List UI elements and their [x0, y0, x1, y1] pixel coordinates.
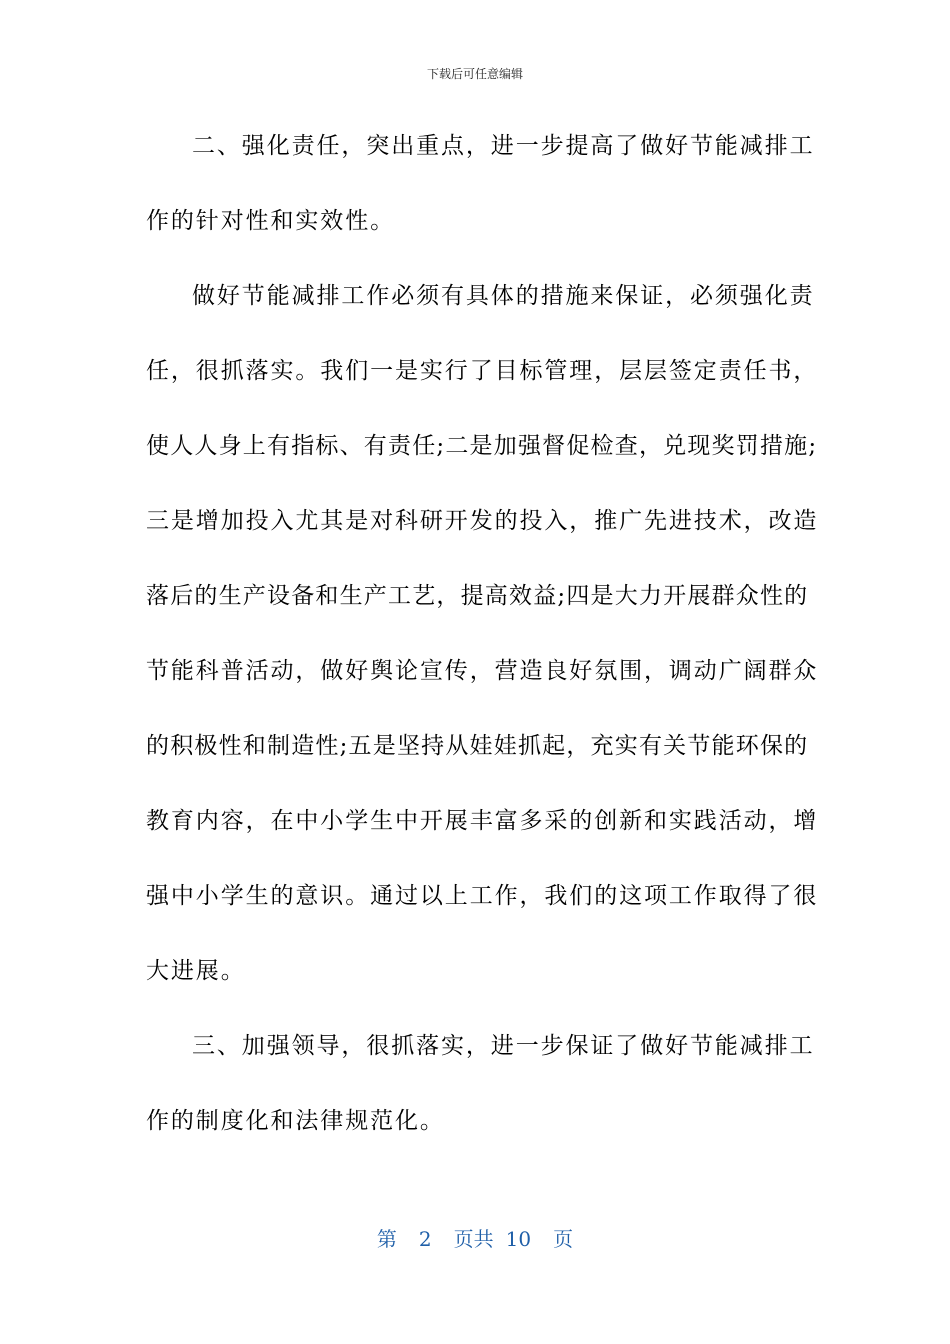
paragraph-line: 任，很抓落实。我们一是实行了目标管理，层层签定责任书，	[146, 358, 819, 384]
paragraph-line: 落后的生产设备和生产工艺，提高效益;四是大力开展群众性的	[146, 583, 809, 609]
page-header: 下载后可任意编辑	[426, 67, 523, 81]
paragraph-line: 二、强化责任，突出重点，进一步提高了做好节能减排工	[192, 133, 815, 159]
current-page-number: 2	[418, 1227, 432, 1251]
paragraph-line: 教育内容，在中小学生中开展丰富多采的创新和实践活动，增	[146, 808, 819, 834]
paragraph-line: 的积极性和制造性;五是坚持从娃娃抓起，充实有关节能环保的	[146, 733, 809, 759]
page-number-footer	[0, 1226, 950, 1252]
paragraph-line: 作的针对性和实效性。	[146, 208, 395, 234]
paragraph-line: 节能科普活动，做好舆论宣传，营造良好氛围，调动广阔群众	[146, 658, 819, 684]
paragraph-line: 三、加强领导，很抓落实，进一步保证了做好节能减排工	[192, 1033, 815, 1059]
page-suffix: 页	[553, 1227, 574, 1251]
page-prefix: 第	[376, 1227, 397, 1251]
paragraph-line: 大进展。	[146, 958, 246, 984]
paragraph-line: 作的制度化和法律规范化。	[146, 1108, 445, 1134]
paragraph-line: 三是增加投入尤其是对科研开发的投入，推广先进技术，改造	[146, 508, 819, 534]
total-page-count: 10	[505, 1227, 532, 1251]
paragraph-line: 使人人身上有指标、有责任;二是加强督促检查，兑现奖罚措施;	[146, 433, 818, 459]
paragraph-line: 强中小学生的意识。通过以上工作，我们的这项工作取得了很	[146, 883, 819, 909]
paragraph-line: 做好节能减排工作必须有具体的措施来保证，必须强化责	[192, 283, 815, 309]
page-middle-text: 页共	[453, 1227, 494, 1251]
